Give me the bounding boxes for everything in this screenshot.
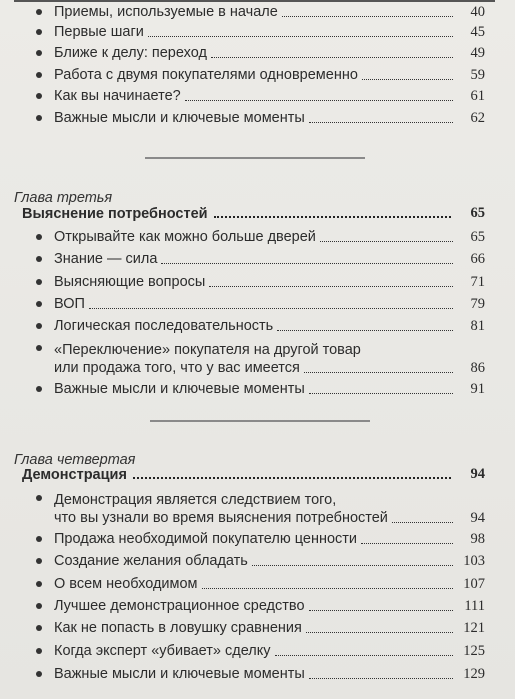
dot-leader — [133, 477, 451, 479]
bullet-icon — [36, 115, 42, 121]
dot-leader — [282, 16, 453, 17]
dot-leader — [392, 522, 453, 523]
bullet-icon — [36, 671, 42, 677]
dot-leader — [202, 588, 453, 589]
entry-page: 65 — [470, 229, 485, 245]
dot-leader — [277, 330, 453, 331]
toc-entry — [38, 110, 485, 127]
entry-title: Лучшее демонстрационное средство — [54, 598, 305, 614]
bullet-icon — [36, 581, 42, 587]
entry-page: 81 — [470, 318, 485, 334]
entry-title: Важные мысли и ключевые моменты — [54, 666, 305, 682]
dot-leader — [309, 122, 453, 123]
chapter-page: 94 — [470, 466, 485, 482]
dot-leader — [309, 610, 453, 611]
dot-leader — [275, 655, 453, 656]
entry-page: 94 — [470, 510, 485, 526]
entry-title-line1: «Переключение» покупателя на другой товар — [54, 342, 361, 358]
bullet-icon — [36, 234, 42, 240]
top-rule — [14, 0, 495, 2]
dot-leader — [309, 393, 453, 394]
bullet-icon — [36, 386, 42, 392]
bullet-icon — [36, 256, 42, 262]
entry-page: 86 — [470, 360, 485, 376]
section-divider — [150, 420, 370, 422]
dot-leader — [361, 543, 453, 544]
entry-page: 91 — [470, 381, 485, 397]
entry-title: Продажа необходимой покупателю ценности — [54, 531, 358, 547]
bullet-icon — [36, 50, 42, 56]
toc-entry — [38, 340, 485, 377]
toc-entry — [38, 296, 485, 313]
toc-entry — [38, 620, 485, 637]
entry-title: Первые шаги — [54, 24, 144, 40]
toc-entry — [38, 318, 485, 335]
entry-title: Когда эксперт «убивает» сделку — [54, 643, 271, 659]
entry-page: 61 — [470, 88, 485, 104]
entry-title: Как вы начинаете? — [54, 88, 181, 104]
entry-title: Выясняющие вопросы — [54, 274, 206, 290]
bullet-icon — [36, 29, 42, 35]
bullet-icon — [36, 536, 42, 542]
entry-page: 59 — [470, 67, 485, 83]
bullet-icon — [36, 93, 42, 99]
entry-title: Логическая последовательность — [54, 318, 274, 334]
entry-page: 125 — [463, 643, 485, 659]
entry-title: Открывайте как можно больше дверей — [54, 229, 316, 245]
bullet-icon — [36, 323, 42, 329]
toc-entry — [38, 229, 485, 246]
toc-entry — [38, 381, 485, 398]
toc-entry — [38, 251, 485, 268]
bullet-icon — [36, 301, 42, 307]
toc-entry — [38, 576, 485, 593]
bullet-icon — [36, 648, 42, 654]
entry-title: Приемы, используемые в начале — [54, 4, 278, 20]
entry-title: Как не попасть в ловушку сравнения — [54, 620, 302, 636]
dot-leader — [306, 632, 453, 633]
bullet-icon — [36, 279, 42, 285]
toc-entry — [38, 45, 485, 62]
dot-leader — [214, 216, 451, 218]
bullet-icon — [36, 72, 42, 78]
bullet-icon — [36, 558, 42, 564]
toc-entry — [38, 666, 485, 683]
dot-leader — [362, 79, 453, 80]
dot-leader — [320, 241, 453, 242]
entry-page: 79 — [470, 296, 485, 312]
entry-title: Важные мысли и ключевые моменты — [54, 381, 305, 397]
toc-entry — [38, 531, 485, 548]
entry-page: 98 — [470, 531, 485, 547]
toc-entry — [38, 598, 485, 615]
chapter-title — [22, 205, 485, 222]
entry-page: 40 — [470, 4, 485, 20]
toc-entry — [38, 88, 485, 105]
bullet-icon — [36, 603, 42, 609]
chapter-title-text: Демонстрация — [22, 467, 127, 483]
entry-page: 66 — [470, 251, 485, 267]
entry-title: Работа с двумя покупателями одновременно — [54, 67, 358, 83]
toc-entry — [38, 490, 485, 527]
section-divider — [145, 157, 365, 159]
dot-leader — [209, 286, 453, 287]
dot-leader — [148, 36, 453, 37]
toc-entry — [38, 4, 485, 21]
entry-title-line2: что вы узнали во время выяснения потребностей — [54, 510, 388, 526]
dot-leader — [161, 263, 453, 264]
entry-title: Создание желания обладать — [54, 553, 248, 569]
toc-entry — [38, 24, 485, 41]
entry-page: 103 — [463, 553, 485, 569]
entry-title: Ближе к делу: переход — [54, 45, 207, 61]
entry-page: 111 — [464, 598, 485, 614]
chapter-title — [22, 466, 485, 483]
dot-leader — [252, 565, 453, 566]
bullet-icon — [36, 495, 42, 501]
entry-title: ВОП — [54, 296, 85, 312]
entry-page: 107 — [463, 576, 485, 592]
chapter-title-text: Выяснение потребностей — [22, 206, 208, 222]
entry-page: 49 — [470, 45, 485, 61]
toc-entry — [38, 67, 485, 84]
entry-title: Важные мысли и ключевые моменты — [54, 110, 305, 126]
bullet-icon — [36, 625, 42, 631]
entry-title: О всем необходимом — [54, 576, 198, 592]
dot-leader — [309, 678, 453, 679]
entry-page: 71 — [470, 274, 485, 290]
dot-leader — [211, 57, 453, 58]
dot-leader — [89, 308, 453, 309]
chapter-page: 65 — [470, 205, 485, 221]
entry-page: 45 — [470, 24, 485, 40]
dot-leader — [304, 372, 453, 373]
toc-entry — [38, 643, 485, 660]
entry-second-line — [38, 510, 485, 527]
entry-title-line2: или продажа того, что у вас имеется — [54, 360, 300, 376]
toc-entry — [38, 274, 485, 291]
chapter-label: Глава четвертая — [14, 452, 136, 468]
entry-page: 129 — [463, 666, 485, 682]
entry-title-line1: Демонстрация является следствием того, — [54, 492, 337, 508]
entry-title: Знание — сила — [54, 251, 158, 267]
bullet-icon — [36, 345, 42, 351]
entry-second-line — [38, 360, 485, 377]
chapter-label: Глава третья — [14, 190, 113, 206]
entry-page: 121 — [463, 620, 485, 636]
dot-leader — [185, 100, 453, 101]
entry-page: 62 — [470, 110, 485, 126]
bullet-icon — [36, 9, 42, 15]
toc-entry — [38, 553, 485, 570]
